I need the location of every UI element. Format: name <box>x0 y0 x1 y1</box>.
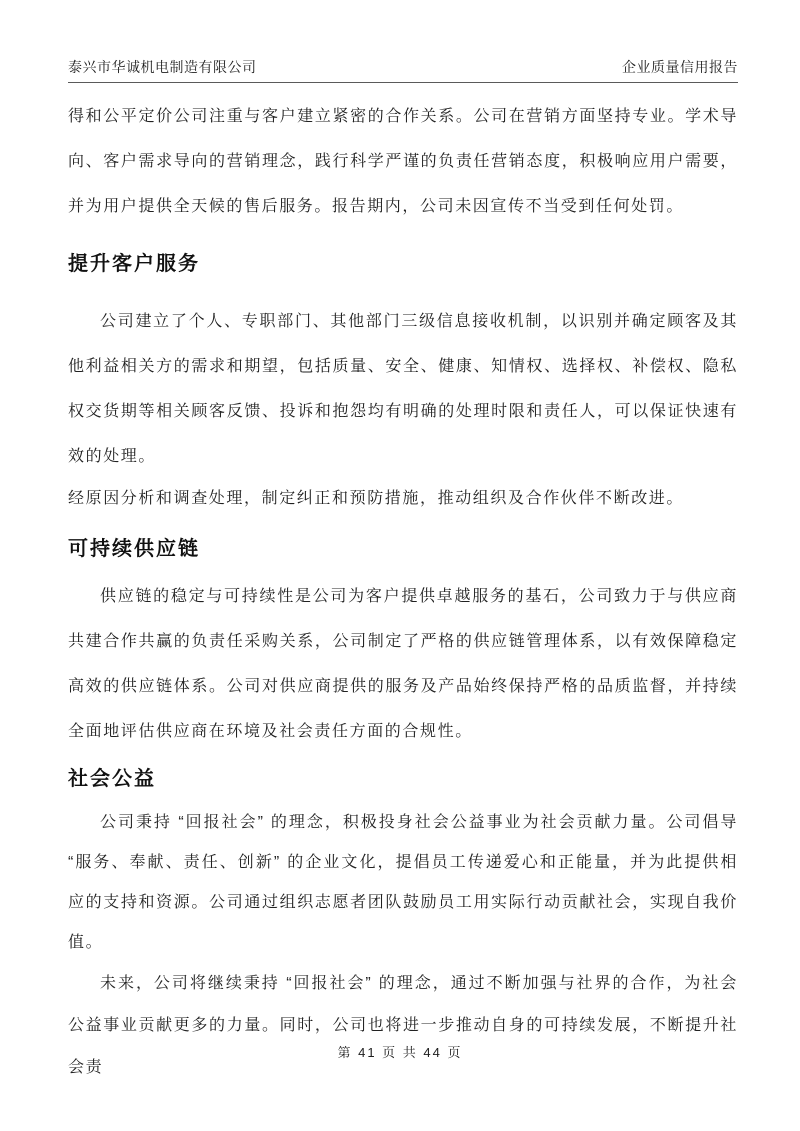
section-heading-customer-service: 提升客户服务 <box>68 253 200 275</box>
page-number-footer: 第 41 页 共 44 页 <box>337 1045 463 1060</box>
section-heading-social-welfare: 社会公益 <box>68 768 156 790</box>
header-report-title: 企业质量信用报告 <box>622 59 738 75</box>
social-welfare-paragraph: 公司秉持 “回报社会” 的理念，积极投身社会公益事业为社会贡献力量。公司倡导 “服务、奉献、责任、创新” 的企业文化，提倡员工传递爱心和正能量，并为此提供相应的支持和资源。公司通过组织志愿者团队鼓励员工用实际行动贡献社会，实现自我价值。 <box>68 814 738 951</box>
supply-chain-paragraph: 供应链的稳定与可持续性是公司为客户提供卓越服务的基石，公司致力于与供应商共建合作共赢的负责任采购关系，公司制定了严格的供应链管理体系，以有效保障稳定高效的供应链体系。公司对供应商提供的服务及产品始终保持严格的品质监督，并持续全面地评估供应商在环境及社会责任方面的合规性。 <box>68 588 738 740</box>
header-company-name: 泰兴市华诚机电制造有限公司 <box>68 59 257 75</box>
improvement-paragraph: 经原因分析和调查处理，制定纠正和预防措施，推动组织及合作伙伴不断改进。 <box>68 490 685 507</box>
intro-paragraph: 得和公平定价公司注重与客户建立紧密的合作关系。公司在营销方面坚持专业。学术导向、客户需求导向的营销理念，践行科学严谨的负责任营销态度，积极响应用户需要，并为用户提供全天候的售后服务。报告期内，公司未因宣传不当受到任何处罚。 <box>68 108 738 215</box>
page-header <box>68 0 738 83</box>
future-outlook-paragraph: 未来，公司将继续秉持 “回报社会” 的理念，通过不断加强与社界的合作，为社会公益事业贡献更多的力量。同时，公司也将进一步推动自身的可持续发展，不断提升社会责 <box>68 975 738 1076</box>
section-heading-sustainable-supply-chain: 可持续供应链 <box>68 538 200 560</box>
customer-service-paragraph: 公司建立了个人、专职部门、其他部门三级信息接收机制，以识别并确定顾客及其他利益相关方的需求和期望，包括质量、安全、健康、知情权、选择权、补偿权、隐私权交货期等相关顾客反馈、投诉和抱怨均有明确的处理时限和责任人，可以保证快速有效的处理。 <box>68 313 738 465</box>
